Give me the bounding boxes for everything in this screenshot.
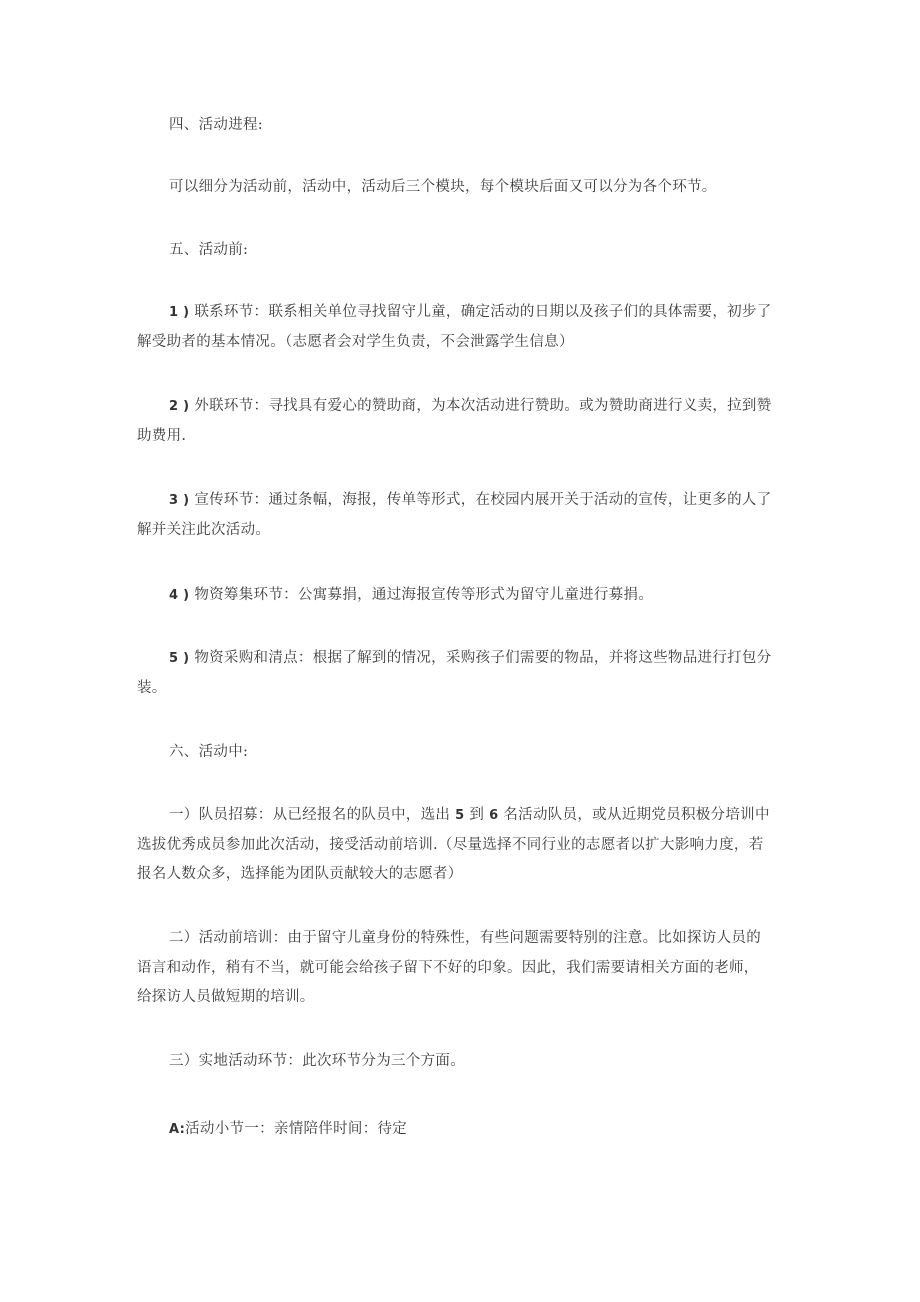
- list-item-outreach-cont: 助费用.: [137, 428, 187, 444]
- item-text: 联系环节：联系相关单位寻找留守儿童，确定活动的日期以及孩子们的具体需要，初步了: [189, 304, 772, 320]
- sub-text-mid: 到: [464, 807, 490, 823]
- section-heading-before: 五、活动前:: [169, 242, 249, 258]
- count-max: 6: [489, 808, 499, 823]
- item-number: 5 ): [169, 651, 190, 666]
- sub-item-recruit-cont-1: 选拔优秀成员参加此次活动，接受活动前培训.（尽量选择不同行业的志愿者以扩大影响力度，若: [137, 837, 764, 853]
- list-item-collection: [169, 585, 792, 606]
- section-heading-progress: 四、活动进程:: [169, 117, 263, 133]
- sub-item-a-prefix: A:: [169, 1122, 186, 1137]
- item-number: 2 ): [169, 399, 190, 414]
- item-text: 物资筹集环节：公寓募捐，通过海报宣传等形式为留守儿童进行募捐。: [189, 587, 654, 603]
- sub-item-training-cont-2: 给探访人员做短期的培训。: [137, 989, 315, 1005]
- sub-item-field: 三）实地活动环节：此次环节分为三个方面。: [169, 1053, 465, 1069]
- sub-item-training-cont-1: 语言和动作，稍有不当，就可能会给孩子留下不好的印象。因此，我们需要请相关方面的老师，: [137, 960, 759, 976]
- item-number: 3 ): [169, 493, 190, 508]
- sub-text-post: 名活动队员，或从近期党员积极分培训中: [498, 807, 770, 823]
- item-text: 外联环节：寻找具有爱心的赞助商，为本次活动进行赞助。或为赞助商进行义卖，拉到赞: [189, 398, 772, 414]
- list-item-purchase: [169, 648, 792, 669]
- list-item-publicity-cont: 解并关注此次活动。: [137, 522, 271, 538]
- item-text: 物资采购和清点：根据了解到的情况，采购孩子们需要的物品，并将这些物品进行打包分: [189, 650, 772, 666]
- sub-item-recruit: [169, 805, 792, 826]
- sub-item-a-text: 活动小节一：亲情陪伴时间：待定: [185, 1121, 408, 1137]
- list-item-contact-cont: 解受助者的基本情况。（志愿者会对学生负责，不会泄露学生信息）: [137, 334, 574, 350]
- item-number: 1 ): [169, 305, 190, 320]
- paragraph-progress-overview: 可以细分为活动前，活动中，活动后三个模块，每个模块后面又可以分为各个环节。: [169, 179, 717, 195]
- item-number: 4 ): [169, 588, 190, 603]
- sub-text-pre: 一）队员招募：从已经报名的队员中，选出: [169, 807, 456, 823]
- item-text: 宣传环节：通过条幅，海报，传单等形式，在校园内展开关于活动的宣传，让更多的人了: [189, 492, 772, 508]
- list-item-purchase-cont: 装。: [137, 680, 167, 696]
- list-item-outreach: [169, 396, 792, 417]
- count-min: 5: [455, 808, 465, 823]
- list-item-contact: [169, 302, 792, 323]
- sub-item-a: [169, 1119, 792, 1140]
- sub-item-training: 二）活动前培训：由于留守儿童身份的特殊性，有些问题需要特别的注意。比如探访人员的: [169, 930, 761, 946]
- list-item-publicity: [169, 490, 792, 511]
- section-heading-during: 六、活动中:: [169, 744, 249, 760]
- sub-item-recruit-cont-2: 报名人数众多，选择能为团队贡献较大的志愿者）: [137, 866, 463, 882]
